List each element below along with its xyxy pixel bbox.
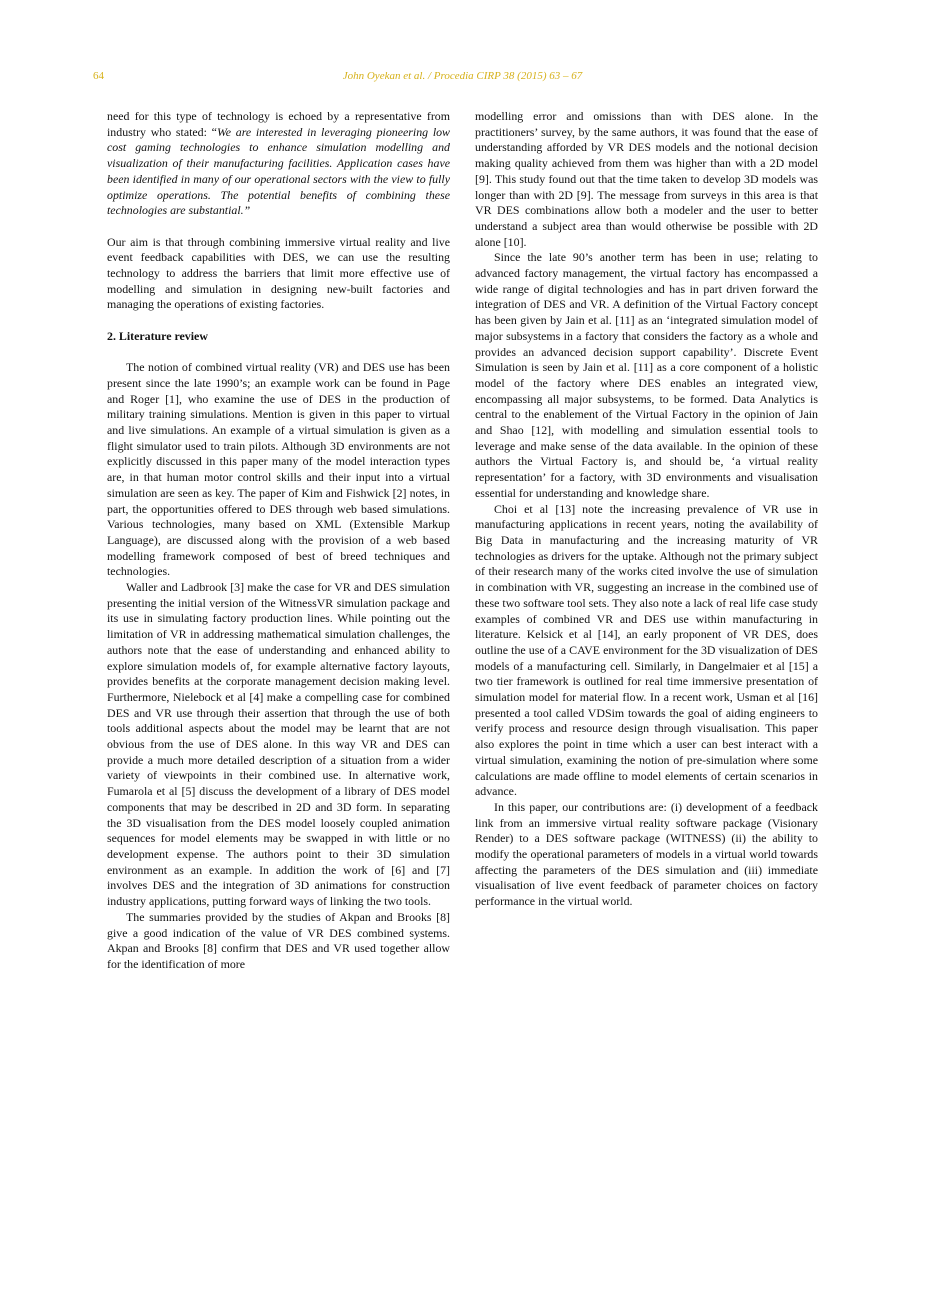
- paragraph-waller-ladbrook: Waller and Ladbrook [3] make the case for VR and DES simulation presenting the initial version of the WitnessVR simulation package and its use in simulating factory production lines. While pointing out the limitation of VR in addressing mathematical simulation challenges, the authors note that the ease of understanding and enhanced ability to explore simulation models of, for example alternative factory layouts, provides benefits at the corporate management decision making level. Furthermore, Nielebock et al [4] make a compelling case for combined DES and VR use through their assertion that through the use of both tools additional aspects about the model may be learnt that are not obvious from the use of DES alone. In this way VR and DES can provide a much more detailed description of a situation from a wider variety of viewpoints in their combined use. In alternative work, Fumarola et al [5] discuss the development of a library of DES model components that may be described in 2D and 3D form. In separating the 3D visualisation from the DES model loosely coupled animation sequences for model elements may be swapped in with little or no development expense. The authors point to their 3D simulation environment as an example. In addition the work of [6] and [7] involves DES and the integration of 3D animations for construction industry applications, putting forward ways of linking the two tools.: [107, 580, 450, 909]
- right-column: [475, 109, 818, 910]
- paragraph-virtual-factory: Since the late 90’s another term has been in use; relating to advanced factory management, the virtual factory has encompassed a wide range of digital technologies and has in part driven forward the integration of DES and VR. A definition of the Virtual Factory concept has been given by Jain et al. [11] as an ‘integrated simulation model of major subsystems in a factory that considers the factory as a whole and provides an advanced decision support capability’. Discrete Event Simulation is seen by Jain et al. [11] as a core component of a holistic model of the factory where DES enables an integrated view, encompassing all major subsystems, to be formed. Data Analytics is central to the enablement of the Virtual Factory in the opinion of Jain and Shao [12], with modelling and simulation essential tools to leverage and make sense of the data available. In the opinion of these authors the Virtual Factory is, and should be, ‘a virtual reality representation’ for a factory, with 3D environments and visualisation essential for understanding and knowledge share.: [475, 250, 818, 500]
- paragraph-modelling-error: modelling error and omissions than with DES alone. In the practitioners’ survey, by the same authors, it was found that the ease of understanding afforded by VR DES models and the notional decision making quality achieved from them was higher than with a 2D model [9]. This study found out that the time taken to develop 3D models was longer than with 2D [9]. The message from surveys in this area is that VR DES combinations allow both a modeler and the user to better understand a subject area than would otherwise be possible with 2D alone [10].: [475, 109, 818, 249]
- paragraph-notion-vr-des: The notion of combined virtual reality (VR) and DES use has been present since the late 1990’s; an example work can be found in Page and Roger [1], who examine the use of DES in the production of military training simulations. Mention is given in this paper to virtual and live simulations. An example of a virtual simulation is given as a flight simulator used to train pilots. Although 3D environments are not explicitly discussed in this paper many of the model interaction types are, in that human motor control skills and their input into a virtual simulation are seen as key. The paper of Kim and Fishwick [2] notes, in part, the opportunities offered to DES through web based simulations. Various technologies, many based on XML (Extensible Markup Language), are discussed along with the provision of a web based modelling framework composed of best of breed techniques and technologies.: [107, 360, 450, 579]
- left-column: [107, 109, 450, 973]
- paragraph-industry-quote: [107, 109, 450, 219]
- running-head-citation: John Oyekan et al. / Procedia CIRP 38 (2015) 63 – 67: [342, 70, 583, 82]
- page-number: 64: [93, 70, 104, 82]
- industry-quote: We are interested in leveraging pioneering low cost gaming technologies to enhance simulation modelling and visualization of their manufacturing facilities. Application cases have been identified in many of our operational sectors with the view to fully optimize operations. The potential benefits of combining these technologies are substantial.”: [107, 124, 450, 218]
- paragraph-aim: Our aim is that through combining immersive virtual reality and live event feedback capabilities with DES, we can use the resulting technology to address the barriers that limit more effective use of modelling and simulation in designing new-built factories and managing the operations of existing factories.: [107, 234, 450, 312]
- paragraph-akpan-brooks: The summaries provided by the studies of Akpan and Brooks [8] give a good indication of the value of VR DES combined systems. Akpan and Brooks [8] confirm that DES and VR used together allow for the identification of more: [107, 909, 450, 971]
- section-heading-literature-review: 2. Literature review: [107, 328, 208, 343]
- running-header: [0, 70, 925, 86]
- paragraph-contributions: In this paper, our contributions are: (i) development of a feedback link from an immersive virtual reality software package (Visionary Render) to a DES software package (WITNESS) (ii) the ability to modify the operational parameters of models in a virtual world towards affecting the parameters of the DES simulation and (iii) immediate visualisation of live event feedback of parameter choices on factory performance in the virtual world.: [475, 799, 818, 909]
- paragraph-choi-et-al: Choi et al [13] note the increasing prevalence of VR use in manufacturing applications in recent years, noting the availability of Big Data in manufacturing and the increasing maturity of VR technologies as drivers for the uptake. Although not the primary subject of their research many of the works cited involve the use of simulation in combination with VR, suggesting an increase in the combined use of these two software tool sets. They also note a lack of real life case study examples of combined VR and DES use within manufacturing in literature. Kelsick et al [14], an early proponent of VR DES, does outline the use of a CAVE environment for the 3D visualization of DES models of a manufacturing cell. Similarly, in Dangelmaier et al [15] a two tier framework is outlined for real time immersive presentation of simulation model for material flow. In a recent work, Usman et al [16] presented a tool called VDSim towards the goal of aiding engineers to verify process and resource design through visualisation. This paper also explores the point in time which a user can best interact with a virtual simulation, examining the notion of pre-simulation where some calculations are made offline to model elements of certain scenarios in advance.: [475, 501, 818, 799]
- quote-lead-in: need for this type of technology is echoed by a representative from industry who stated: “: [107, 109, 450, 139]
